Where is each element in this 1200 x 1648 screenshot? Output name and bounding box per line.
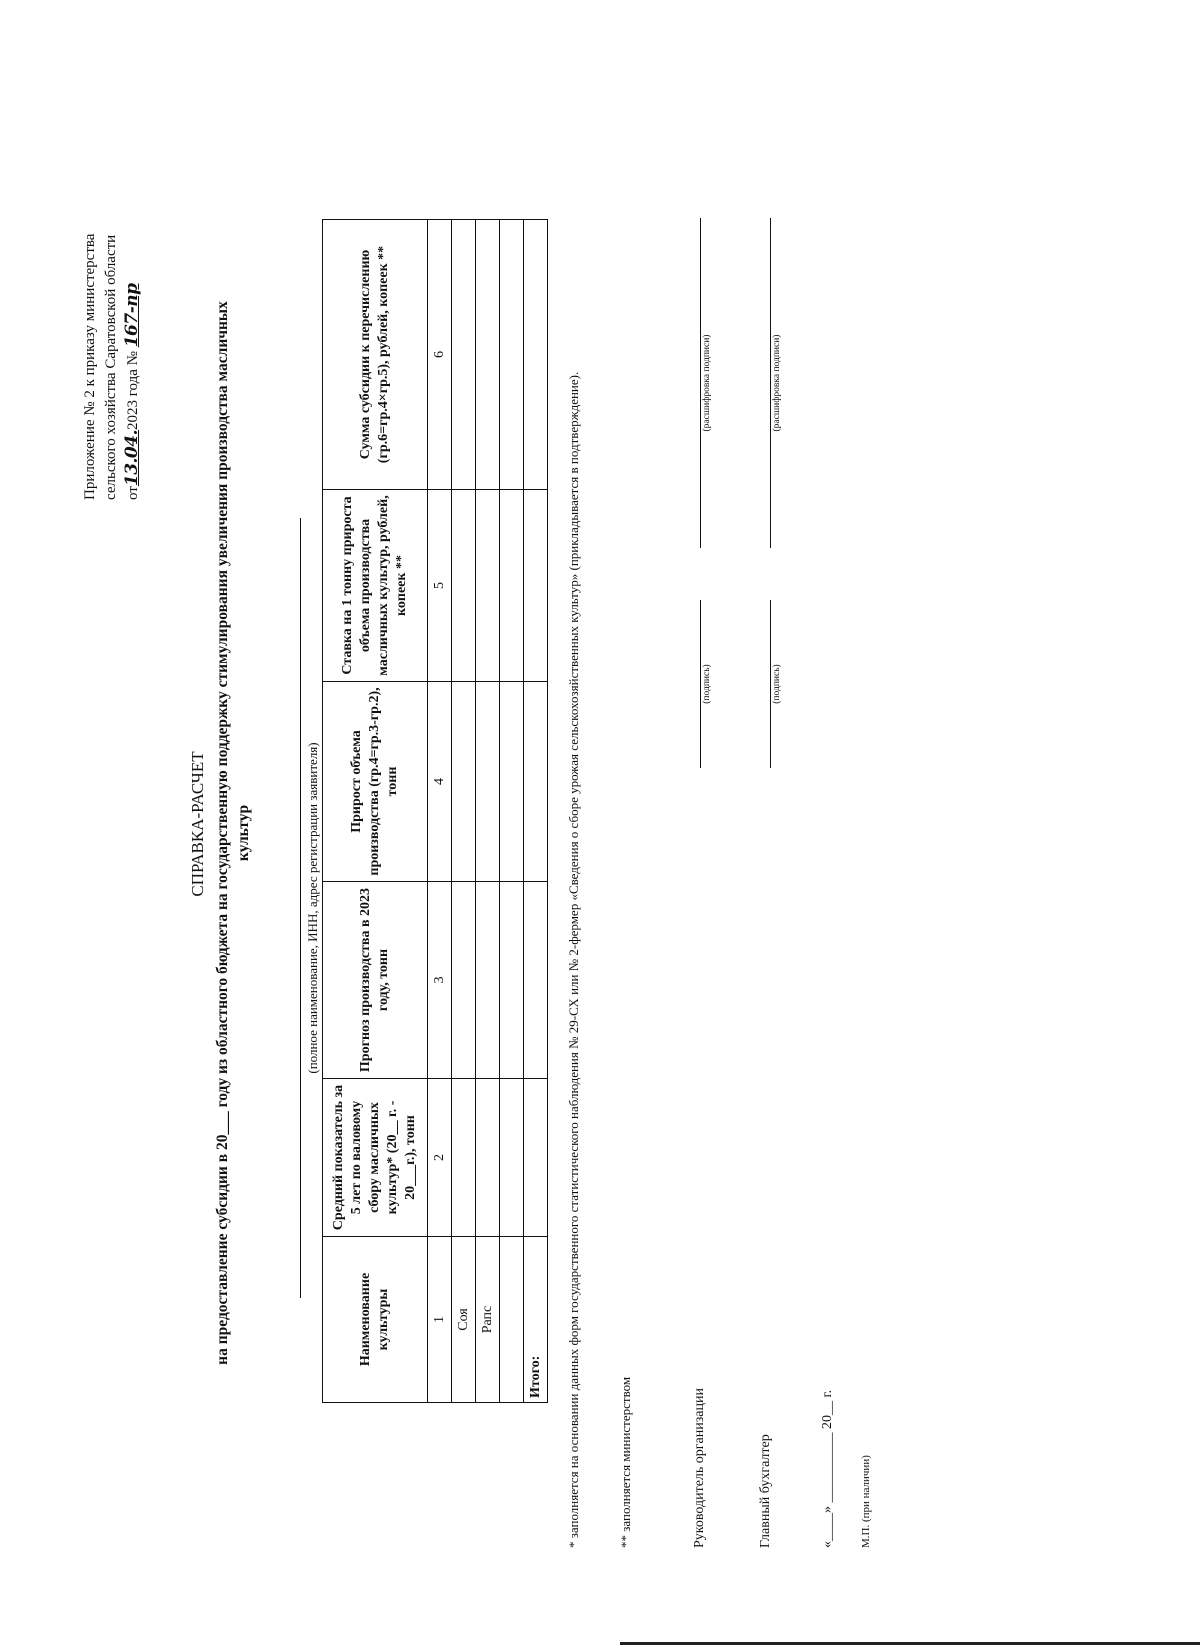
table-cell [452,682,476,882]
table-cell [500,220,524,490]
header-culture-name: Наименование культуры [323,1237,428,1403]
column-number: 4 [428,682,452,882]
applicant-caption: (полное наименование, ИНН, адрес регистрации заявителя) [305,742,320,1074]
table-cell [524,220,548,490]
scan-edge-line [620,1642,1200,1645]
appendix-header [80,140,144,500]
table-row-rapeseed [476,220,500,1403]
table-cell: Соя [452,1237,476,1403]
column-number: 5 [428,490,452,682]
table-cell [524,490,548,682]
accountant-decoding-line [770,218,771,548]
head-signature-caption: (подпись) [702,664,712,704]
header-forecast-2023: Прогноз производства в 2023 году, тонн [323,882,428,1079]
table-header-row [323,220,428,1403]
accountant-signature-line [770,600,771,768]
table-row-total [524,220,548,1403]
appendix-line-3: от13.04.2023 года № 167-пр [122,283,142,500]
table-cell [452,882,476,1079]
head-of-organization-label: Руководитель организации [692,1388,707,1548]
table-cell [500,1079,524,1237]
table-cell [452,490,476,682]
table-cell [500,882,524,1079]
footnote-2: ** заполняется министерством [618,1376,633,1548]
header-average-5-years: Средний показатель за 5 лет по валовому сбору масличных культур* (20__ г. - 20___г.), тонн [323,1079,428,1237]
table-cell [476,682,500,882]
header-rate-per-ton: Ставка на 1 тонну прироста объема производства масличных культур, рублей, копеек ** [323,490,428,682]
table-row-empty [500,220,524,1403]
table-cell [500,490,524,682]
column-number: 3 [428,882,452,1079]
calculation-table [322,219,548,1403]
accountant-signature-caption: (подпись) [772,664,782,704]
head-decoding-caption: (расшифровка подписи) [702,334,712,432]
head-decoding-line [700,218,701,548]
footnote-1: * заполняется на основании данных форм государственного статистического наблюдения № 29-СХ или № 2-фермер «Сведения о сборе урожая сельскохозяйственных культур» (прикладывается в подтверждение). [566,371,581,1548]
table-cell: Рапс [476,1237,500,1403]
total-label: Итого: [524,1237,548,1403]
column-number: 2 [428,1079,452,1237]
document-subtitle: на предоставление субсидии в 20___ году из областного бюджета на государственную поддержку стимулирования увеличения производства масличных культур [214,301,252,1365]
table-cell [452,220,476,490]
table-cell [524,682,548,882]
table-column-numbers-row [428,220,452,1403]
header-subsidy-amount: Сумма субсидии к перечислению (гр.6=гр.4×гр.5), рублей, копеек ** [323,220,428,490]
column-number: 1 [428,1237,452,1403]
column-number: 6 [428,220,452,490]
table-cell [476,882,500,1079]
table-cell [500,1237,524,1403]
handwritten-date: 13.04. [122,429,142,487]
stamp-note: М.П. (при наличии) [860,1455,872,1548]
table-cell [524,1079,548,1237]
table-cell [452,1079,476,1237]
table-cell [500,682,524,882]
chief-accountant-label: Главный бухгалтер [758,1434,773,1548]
appendix-line-2: сельского хозяйства Саратовской области [103,234,119,500]
document-title: СПРАВКА-РАСЧЕТ [188,751,207,897]
table-cell [476,490,500,682]
table-row-soy [452,220,476,1403]
header-production-growth: Прирост объема производства (гр.4=гр.3-гр.2), тонн [323,682,428,882]
applicant-name-line [300,518,301,1298]
date-line: «____» __________ 20__ г. [820,1389,835,1548]
appendix-line-1: Приложение № 2 к приказу министерства [82,233,98,500]
head-signature-line [700,600,701,768]
table-cell [476,1079,500,1237]
table-cell [524,882,548,1079]
table-cell [476,220,500,490]
accountant-decoding-caption: (расшифровка подписи) [772,334,782,432]
handwritten-order-number: 167-пр [122,283,142,348]
